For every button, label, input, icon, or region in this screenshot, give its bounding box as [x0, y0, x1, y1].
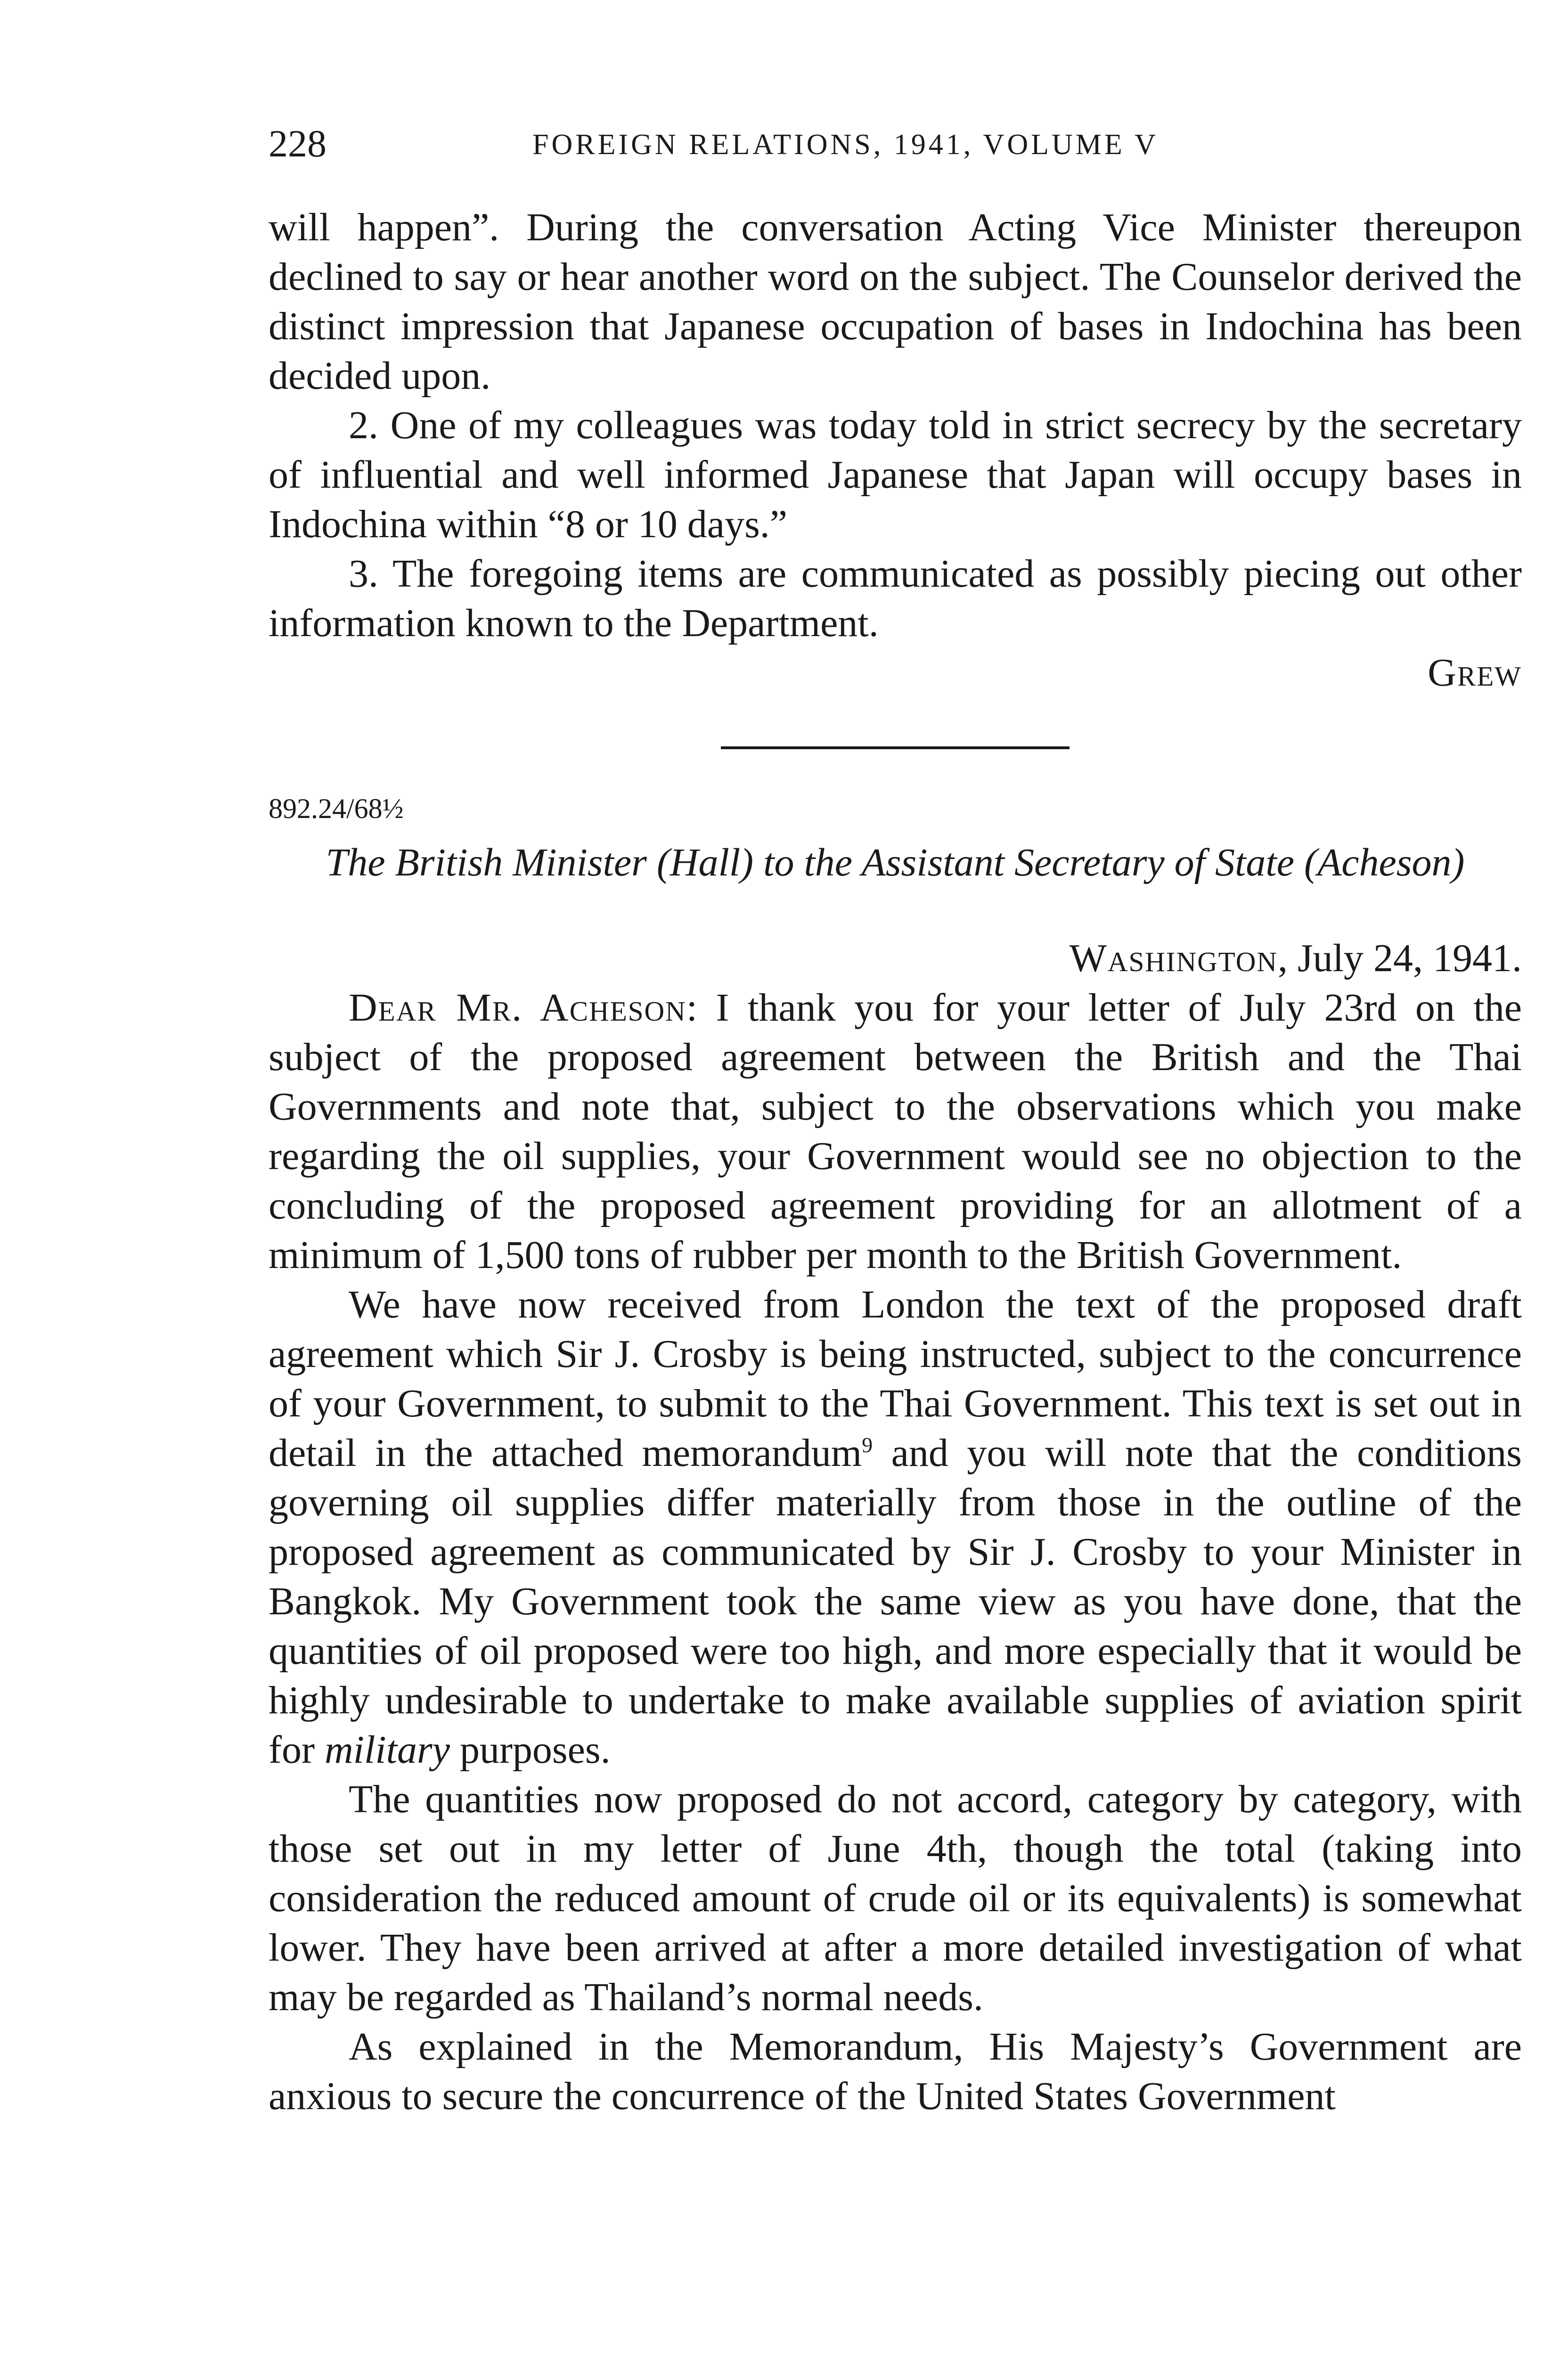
file-number: 892.24/68½ [269, 793, 404, 824]
document-title: The British Minister (Hall) to the Assistant Secretary of State (Acheson) [326, 841, 1465, 884]
paragraph-item-3: 3. The foregoing items are communicated as possibly piecing out other information known to the Department. [269, 552, 1522, 645]
signature-grew: Grew [1428, 651, 1522, 695]
footnote-reference: 9 [862, 1433, 873, 1457]
salutation: Dear Mr. Acheson [349, 986, 686, 1030]
letter-paragraph-1-text: : I thank you for your letter of July 23rd on the subject of the proposed agreement between the British and the Thai Governments and note that, subject to the observations which you make regarding the oil supplies, your Government would see no objection to the concluding of the proposed agreement providing for an allotment of a minimum of 1,500 tons of rubber per month to the British Government. [269, 986, 1522, 1277]
letter-paragraph-2 [269, 1280, 1522, 1775]
letter-paragraph-2-end: purposes. [449, 1728, 611, 1772]
dateline [269, 933, 1522, 983]
dateline-place: Washington [1069, 936, 1278, 980]
letter-paragraph-2-part-a: We have now received from London the text of the proposed draft agreement which Sir J. Crosby is being instructed, subject to the concurrence of your Government, to submit to the Thai Government. This text is set out in detail in the attached memorandum [269, 1283, 1522, 1475]
body-text [269, 203, 1522, 2121]
letter-paragraph-3: The quantities now proposed do not accord, category by category, with those set out in my letter of June 4th, though the total (taking into consideration the reduced amount of crude oil or its equivalents) is somewhat lower. They have been arrived at after a more detailed investigation of what may be regarded as Thailand’s normal needs. [269, 1777, 1522, 2019]
letter-paragraph-1 [269, 983, 1522, 1280]
page-header [269, 118, 1522, 170]
dateline-date: , July 24, 1941. [1277, 936, 1522, 980]
paragraph-continued: will happen”. During the conversation Acting Vice Minister thereupon declined to say or hear another word on the subject. The Counselor derived the distinct impression that Japanese occupation of bases in Indochina has been decided upon. [269, 205, 1522, 398]
letter-paragraph-2-italic: military [324, 1728, 450, 1772]
page-number: 228 [269, 122, 327, 165]
letter-paragraph-4: As explained in the Memorandum, His Majesty’s Government are anxious to secure the concurrence of the United States Government [269, 2025, 1522, 2118]
letter-paragraph-2-part-b: and you will note that the conditions governing oil supplies differ materially from those in the outline of the proposed agreement as communicated by Sir J. Crosby to your Minister in Bangkok. My Government took the same view as you have done, that the quantities of oil proposed were too high, and more especially that it would be highly undesirable to undertake to make available supplies of aviation spirit for [269, 1431, 1522, 1772]
paragraph-item-2: 2. One of my colleagues was today told in strict secrecy by the secretary of influential and well informed Japanese that Japan will occupy bases in Indochina within “8 or 10 days.” [269, 403, 1522, 546]
running-head: FOREIGN RELATIONS, 1941, VOLUME V [532, 129, 1159, 161]
section-divider [721, 746, 1070, 749]
